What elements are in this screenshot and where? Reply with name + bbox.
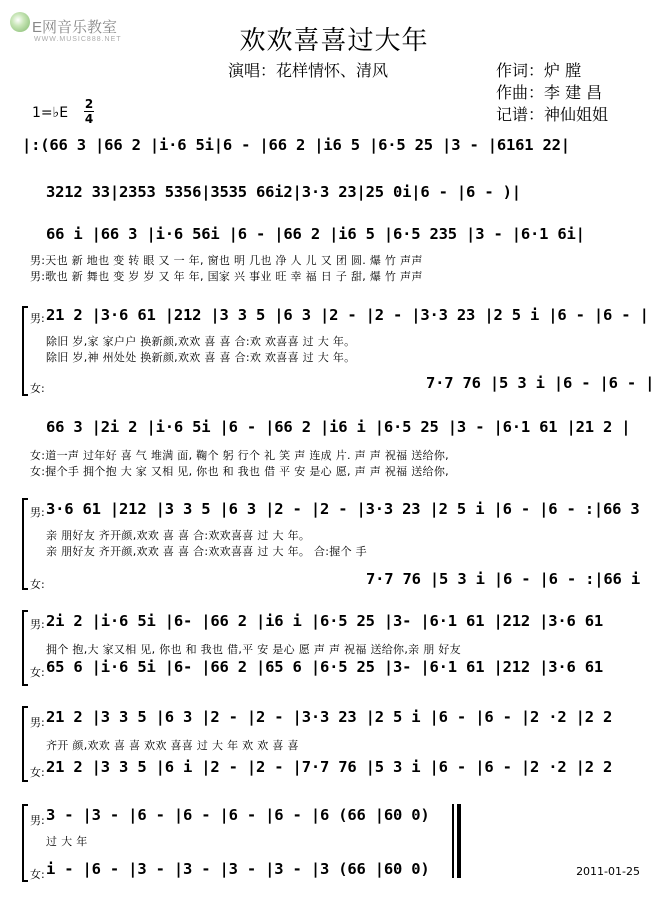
- lyrics-line-9: 过 大 年: [46, 835, 88, 848]
- time-signature-top: 2: [84, 97, 94, 111]
- lyrics-line-3-verse-1: 男:天也 新 地也 变 转 眼 又 一 年, 窗也 明 几也 净 人 儿 又 团 圆. 爆 竹 声声: [30, 254, 423, 267]
- male-label: 男:: [30, 506, 45, 519]
- score-line-4-male: 21 2 |3·6 61 |212 |3 3 5 |6 3 |2 - |2 - |3·3 23 |2 5 i |6 - |6 - |: [46, 306, 649, 324]
- score-line-8-female: 21 2 |3 3 5 |6 i |2 - |2 - |7·7 76 |5 3 i |6 - |6 - |2 ·2 |2 2: [46, 758, 613, 776]
- male-label: 男:: [30, 312, 45, 325]
- lyrics-line-4-verse-1: 除旧 岁,家 家户户 换新颜,欢欢 喜 喜 合:欢 欢喜喜 过 大 年。: [46, 335, 356, 348]
- male-label: 男:: [30, 716, 45, 729]
- time-signature: [84, 98, 94, 125]
- score-line-7-female: 65 6 |i·6 5i |6- |66 2 |65 6 |6·5 25 |3- |6·1 61 |212 |3·6 61: [46, 658, 604, 676]
- lyrics-line-3-verse-2: 男:歌也 新 舞也 变 岁 岁 又 年 年, 国家 兴 事业 旺 幸 福 日 子 甜, 爆 竹 声声: [30, 270, 423, 283]
- female-label: 女:: [30, 382, 45, 395]
- final-barline: [452, 804, 454, 878]
- lyrics-line-8: 齐开 颜,欢欢 喜 喜 欢欢 喜喜 过 大 年 欢 欢 喜 喜: [46, 739, 299, 752]
- system-brace: [22, 706, 28, 782]
- male-label: 男:: [30, 618, 45, 631]
- lyrics-line-6-verse-2: 亲 朋好友 齐开颜,欢欢 喜 喜 合:欢欢喜喜 过 大 年。 合:握个 手: [46, 545, 367, 558]
- singer-credit: 演唱：花样情怀、清风: [228, 61, 389, 80]
- composer-credit: 作曲：李 建 昌: [496, 83, 603, 102]
- score-line-3: 66 i |66 3 |i·6 56i |6 - |66 2 |i6 5 |6·5 235 |3 - |6·1 6i|: [46, 225, 585, 243]
- lyrics-line-6-verse-1: 亲 朋好友 齐开颜,欢欢 喜 喜 合:欢欢喜喜 过 大 年。: [46, 529, 311, 542]
- transcriber-credit: 记谱：神仙姐姐: [496, 105, 609, 124]
- song-title: 欢欢喜喜过大年: [239, 26, 429, 56]
- female-label: 女:: [30, 766, 45, 779]
- score-line-1: |:(66 3 |66 2 |i·6 5i|6 - |66 2 |i6 5 |6·5 25 |3 - |6161 22|: [22, 136, 570, 154]
- male-label: 男:: [30, 814, 45, 827]
- lyrics-line-4-verse-2: 除旧 岁,神 州处处 换新颜,欢欢 喜 喜 合:欢 欢喜喜 过 大 年。: [46, 351, 356, 364]
- system-brace: [22, 610, 28, 686]
- lyrics-line-7: 拥个 抱,大 家又相 见, 你也 和 我也 借,平 安 是心 愿 声 声 祝福 送给你,亲 朋 好友: [46, 643, 461, 656]
- lyricist-credit: 作词：炉 膛: [496, 61, 582, 80]
- female-label: 女:: [30, 666, 45, 679]
- female-label: 女:: [30, 868, 45, 881]
- transcription-date: 2011-01-25: [576, 865, 640, 878]
- site-logo-text: E网音乐教室: [32, 19, 118, 36]
- system-brace: [22, 306, 28, 396]
- system-brace: [22, 498, 28, 590]
- score-line-6-male: 3·6 61 |212 |3 3 5 |6 3 |2 - |2 - |3·3 23 |2 5 i |6 - |6 - :|66 3: [46, 500, 640, 518]
- score-line-6-female: 7·7 76 |5 3 i |6 - |6 - :|66 i: [366, 570, 640, 588]
- score-line-7-male: 2i 2 |i·6 5i |6- |66 2 |i6 i |6·5 25 |3- |6·1 61 |212 |3·6 61: [46, 612, 604, 630]
- score-line-4-female: 7·7 76 |5 3 i |6 - |6 - |: [426, 374, 655, 392]
- site-logo-url: WWW.MUSIC888.NET: [34, 36, 122, 43]
- key-signature: 1=♭E: [32, 105, 69, 121]
- time-signature-bottom: 4: [84, 112, 94, 126]
- score-line-9-male: 3 - |3 - |6 - |6 - |6 - |6 - |6 (66 |60 0): [46, 806, 430, 824]
- score-line-9-female: i - |6 - |3 - |3 - |3 - |3 - |3 (66 |60 0): [46, 860, 430, 878]
- final-barline-thick: [457, 804, 461, 878]
- lyrics-line-5-verse-2: 女:握个手 拥个抱 大 家 又相 见, 你也 和 我也 借 平 安 是心 愿, 声 声 祝福 送给你,: [30, 465, 449, 478]
- score-line-5: 66 3 |2i 2 |i·6 5i |6 - |66 2 |i6 i |6·5 25 |3 - |6·1 61 |21 2 |: [46, 418, 631, 436]
- system-brace: [22, 804, 28, 882]
- score-line-8-male: 21 2 |3 3 5 |6 3 |2 - |2 - |3·3 23 |2 5 i |6 - |6 - |2 ·2 |2 2: [46, 708, 613, 726]
- lyrics-line-5-verse-1: 女:道一声 过年好 喜 气 堆满 面, 鞠个 躬 行个 礼 笑 声 连成 片. 声 声 祝福 送给你,: [30, 449, 449, 462]
- female-label: 女:: [30, 578, 45, 591]
- score-line-2: 3212 33|2353 5356|3535 66i2|3·3 23|25 0i|6 - |6 - )|: [46, 183, 521, 201]
